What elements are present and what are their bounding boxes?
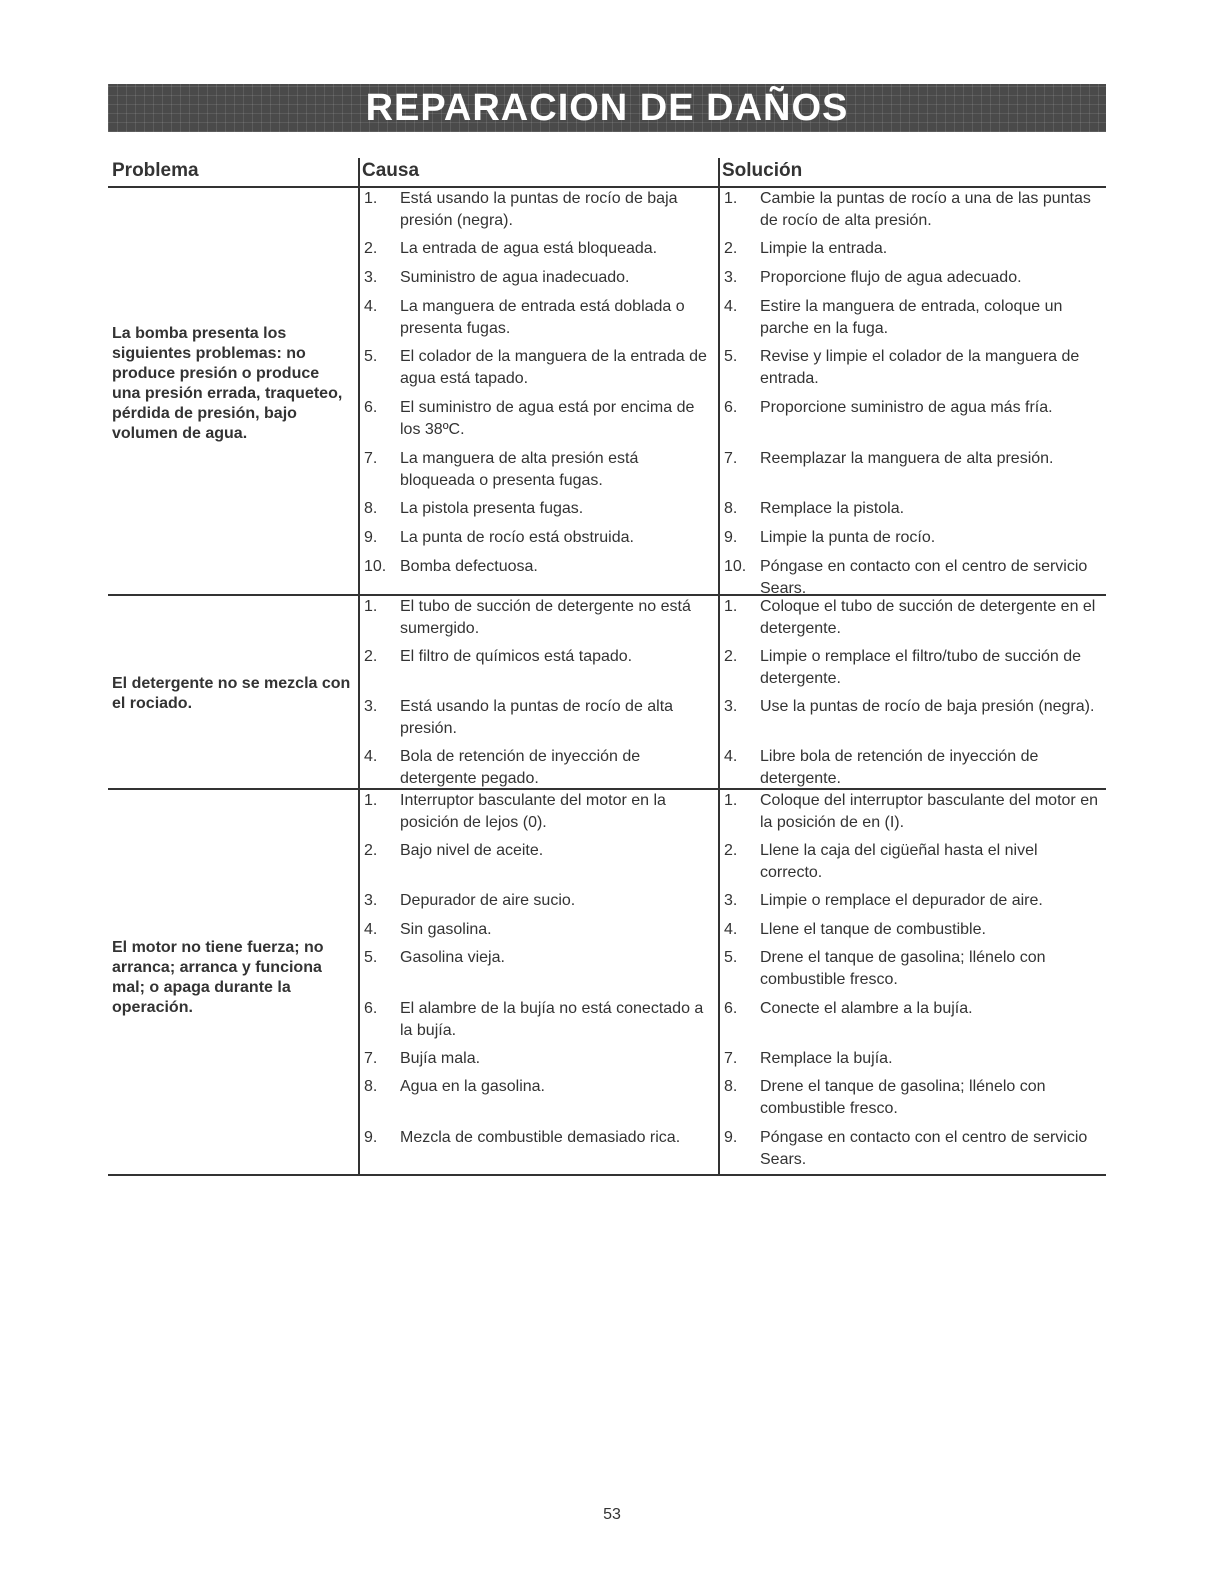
cause-cell	[364, 1127, 716, 1149]
cause-text: Bujía mala.	[400, 1050, 481, 1067]
cause-text: La punta de rocío está obstruida.	[400, 529, 634, 546]
solution-text: Proporcione suministro de agua más fría.	[760, 399, 1053, 416]
item-number: 8.	[724, 500, 738, 517]
cause-text: Gasolina vieja.	[400, 949, 505, 966]
cause-cell	[364, 346, 716, 390]
cause-text: El colador de la manguera de la entrada de agua está tapado.	[400, 348, 707, 387]
item-number: 6.	[364, 1000, 378, 1017]
column-divider	[358, 790, 360, 1174]
item-number: 2.	[364, 240, 378, 257]
section-motor	[108, 790, 1106, 1176]
solution-cell	[724, 998, 1104, 1020]
cause-text: El suministro de agua está por encima de los 38ºC.	[400, 399, 695, 438]
cause-text: La pistola presenta fugas.	[400, 500, 584, 517]
cause-cell	[364, 448, 716, 492]
cause-cell	[364, 696, 716, 740]
solution-text: Póngase en contacto con el centro de servicio Sears.	[760, 1129, 1088, 1168]
section-detergent	[108, 596, 1106, 790]
cause-cell	[364, 998, 716, 1042]
solution-text: Cambie la puntas de rocío a una de las puntas de rocío de alta presión.	[760, 190, 1091, 229]
cause-cell	[364, 596, 716, 640]
cause-text: Mezcla de combustible demasiado rica.	[400, 1129, 681, 1146]
cause-cell	[364, 1048, 716, 1070]
solution-text: Llene el tanque de combustible.	[760, 921, 986, 938]
cause-text: La entrada de agua está bloqueada.	[400, 240, 658, 257]
solution-cell	[724, 890, 1104, 912]
troubleshooting-table	[108, 150, 1106, 1176]
cause-cell	[364, 646, 716, 668]
solution-cell	[724, 919, 1104, 941]
page-title: REPARACION DE DAÑOS	[365, 86, 849, 129]
solution-text: Remplace la pistola.	[760, 500, 905, 517]
solution-cell	[724, 238, 1104, 260]
item-number: 3.	[724, 269, 738, 286]
solution-cell	[724, 646, 1104, 690]
problem-text: El motor no tiene fuerza; no arranca; arranca y funciona mal; o apaga durante la operación.	[112, 939, 324, 1016]
item-number: 5.	[724, 949, 738, 966]
header-problem: Problema	[112, 160, 199, 181]
cause-cell	[364, 296, 716, 340]
solution-cell	[724, 746, 1104, 790]
item-number: 3.	[724, 892, 738, 909]
solution-cell	[724, 1048, 1104, 1070]
item-number: 4.	[364, 298, 378, 315]
solution-text: Use la puntas de rocío de baja presión (negra).	[760, 698, 1095, 715]
solution-text: Limpie la punta de rocío.	[760, 529, 936, 546]
solution-text: Proporcione flujo de agua adecuado.	[760, 269, 1022, 286]
item-number: 5.	[364, 348, 378, 365]
cause-text: Interruptor basculante del motor en la posición de lejos (0).	[400, 792, 666, 831]
item-number: 2.	[724, 240, 738, 257]
solution-text: Conecte el alambre a la bujía.	[760, 1000, 973, 1017]
item-number: 3.	[364, 698, 378, 715]
cause-text: El tubo de succión de detergente no está sumergido.	[400, 598, 691, 637]
solution-cell	[724, 267, 1104, 289]
item-number: 8.	[364, 500, 378, 517]
table-header	[108, 150, 1106, 188]
solution-text: Coloque del interruptor basculante del motor en la posición de en (I).	[760, 792, 1098, 831]
solution-text: Drene el tanque de gasolina; llénelo con combustible fresco.	[760, 949, 1046, 988]
item-number: 9.	[724, 529, 738, 546]
item-number: 2.	[724, 648, 738, 665]
item-number: 3.	[724, 698, 738, 715]
item-number: 9.	[364, 529, 378, 546]
solution-cell	[724, 790, 1104, 834]
item-number: 7.	[724, 1050, 738, 1067]
cause-cell	[364, 397, 716, 441]
item-number: 1.	[364, 190, 378, 207]
solution-cell	[724, 840, 1104, 884]
solution-text: Llene la caja del cigüeñal hasta el nivel correcto.	[760, 842, 1038, 881]
cause-text: El filtro de químicos está tapado.	[400, 648, 633, 665]
item-number: 2.	[364, 648, 378, 665]
header-divider	[358, 158, 360, 188]
item-number: 6.	[724, 1000, 738, 1017]
cause-cell	[364, 890, 716, 912]
item-number: 4.	[364, 748, 378, 765]
cause-text: Sin gasolina.	[400, 921, 492, 938]
item-number: 1.	[364, 792, 378, 809]
item-number: 1.	[724, 792, 738, 809]
cause-text: Suministro de agua inadecuado.	[400, 269, 630, 286]
column-divider	[358, 596, 360, 788]
solution-cell	[724, 448, 1104, 470]
item-number: 4.	[364, 921, 378, 938]
column-divider	[718, 188, 720, 594]
item-number: 7.	[724, 450, 738, 467]
section-pump	[108, 188, 1106, 596]
solution-cell	[724, 696, 1104, 718]
cause-text: Bajo nivel de aceite.	[400, 842, 544, 859]
cause-cell	[364, 790, 716, 834]
cause-cell	[364, 947, 716, 969]
column-divider	[718, 790, 720, 1174]
solution-cell	[724, 1127, 1104, 1171]
solution-text: Limpie o remplace el depurador de aire.	[760, 892, 1043, 909]
solution-text: Limpie o remplace el filtro/tubo de succión de detergente.	[760, 648, 1082, 687]
item-number: 1.	[724, 190, 738, 207]
header-cause: Causa	[362, 160, 420, 181]
problem-text: El detergente no se mezcla con el rociado.	[112, 675, 351, 712]
solution-text: Drene el tanque de gasolina; llénelo con combustible fresco.	[760, 1078, 1046, 1117]
item-number: 3.	[364, 892, 378, 909]
problem-text: La bomba presenta los siguientes problemas: no produce presión o produce una presión errada, traqueteo, pérdida de presión, bajo volumen de agua.	[112, 325, 343, 442]
page-number: 53	[603, 1506, 621, 1523]
cause-cell	[364, 840, 716, 862]
item-number: 3.	[364, 269, 378, 286]
item-number: 9.	[724, 1129, 738, 1146]
cause-cell	[364, 188, 716, 232]
item-number: 10.	[724, 558, 747, 575]
cause-cell	[364, 556, 716, 578]
solution-text: Remplace la bujía.	[760, 1050, 893, 1067]
solution-cell	[724, 188, 1104, 232]
item-number: 4.	[724, 298, 738, 315]
solution-cell	[724, 498, 1104, 520]
cause-text: Bomba defectuosa.	[400, 558, 538, 575]
item-number: 1.	[724, 598, 738, 615]
solution-cell	[724, 527, 1104, 549]
solution-cell	[724, 556, 1104, 600]
title-banner	[108, 84, 1106, 132]
cause-text: Bola de retención de inyección de detergente pegado.	[400, 748, 641, 787]
item-number: 4.	[724, 921, 738, 938]
cause-text: Agua en la gasolina.	[400, 1078, 545, 1095]
solution-cell	[724, 346, 1104, 390]
header-solution: Solución	[722, 160, 803, 181]
cause-text: El alambre de la bujía no está conectado a la bujía.	[400, 1000, 704, 1039]
item-number: 9.	[364, 1129, 378, 1146]
item-number: 6.	[724, 399, 738, 416]
solution-cell	[724, 596, 1104, 640]
solution-cell	[724, 296, 1104, 340]
solution-text: Póngase en contacto con el centro de servicio Sears.	[760, 558, 1088, 597]
column-divider	[718, 596, 720, 788]
column-divider	[358, 188, 360, 594]
cause-text: La manguera de alta presión está bloqueada o presenta fugas.	[400, 450, 639, 489]
cause-cell	[364, 527, 716, 549]
cause-text: Depurador de aire sucio.	[400, 892, 576, 909]
cause-cell	[364, 746, 716, 790]
item-number: 10.	[364, 558, 387, 575]
item-number: 7.	[364, 450, 378, 467]
cause-cell	[364, 919, 716, 941]
cause-cell	[364, 1076, 716, 1098]
item-number: 7.	[364, 1050, 378, 1067]
solution-text: Coloque el tubo de succión de detergente en el detergente.	[760, 598, 1096, 637]
solution-text: Reemplazar la manguera de alta presión.	[760, 450, 1054, 467]
item-number: 4.	[724, 748, 738, 765]
solution-cell	[724, 1076, 1104, 1120]
cause-cell	[364, 267, 716, 289]
solution-text: Revise y limpie el colador de la manguera de entrada.	[760, 348, 1080, 387]
item-number: 2.	[724, 842, 738, 859]
solution-cell	[724, 397, 1104, 419]
item-number: 8.	[724, 1078, 738, 1095]
cause-text: La manguera de entrada está doblada o presenta fugas.	[400, 298, 685, 337]
item-number: 2.	[364, 842, 378, 859]
item-number: 8.	[364, 1078, 378, 1095]
solution-cell	[724, 947, 1104, 991]
item-number: 5.	[724, 348, 738, 365]
solution-text: Limpie la entrada.	[760, 240, 888, 257]
solution-text: Estire la manguera de entrada, coloque un parche en la fuga.	[760, 298, 1063, 337]
item-number: 6.	[364, 399, 378, 416]
cause-cell	[364, 238, 716, 260]
item-number: 1.	[364, 598, 378, 615]
cause-text: Está usando la puntas de rocío de baja presión (negra).	[400, 190, 678, 229]
cause-cell	[364, 498, 716, 520]
header-divider	[718, 158, 720, 188]
solution-text: Libre bola de retención de inyección de detergente.	[760, 748, 1039, 787]
item-number: 5.	[364, 949, 378, 966]
cause-text: Está usando la puntas de rocío de alta presión.	[400, 698, 674, 737]
